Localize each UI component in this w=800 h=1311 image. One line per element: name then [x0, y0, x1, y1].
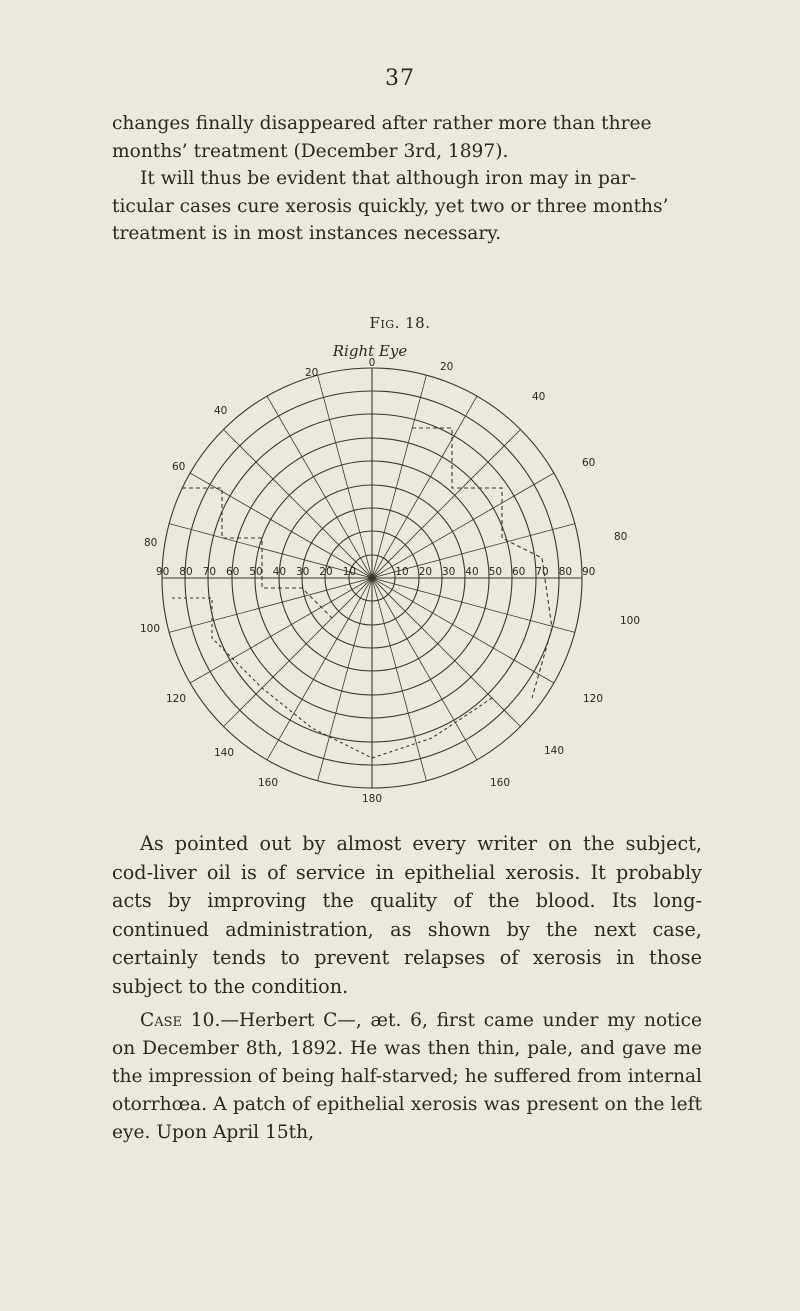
meridian-label-right-upper-1: 20 [440, 361, 454, 373]
paragraph-1-line-3: It will thus be evident that although iron may in par- [140, 168, 637, 189]
paragraph-1-line-2: months’ treatment (December 3rd, 1897). [112, 140, 509, 162]
horizontal-scale-label: 60 [512, 566, 526, 578]
paragraph-1 [112, 110, 702, 248]
horizontal-scale-label: 50 [488, 566, 503, 578]
meridian-label-right-upper-4: 80 [614, 531, 628, 543]
meridian-label-right-upper-2: 40 [532, 391, 546, 403]
meridian-label-left-lower-4: 160 [258, 777, 279, 789]
horizontal-scale-label: 30 [442, 566, 456, 578]
paragraph-3: Case 10.—Herbert C—, æt. 6, first came under my notice on December 8th, 1892. He was then thin, pale, and gave me the impression of being half-starved; he suffered from internal otorrhœa. A patch of epithelial xerosis was present on the left eye. Upon April 15th, [112, 1010, 702, 1143]
figure-caption: Right Eye [332, 342, 408, 360]
meridian-label-left-lower-2: 120 [166, 693, 187, 705]
meridian-label-bottom: 180 [361, 793, 383, 805]
meridian-label-left-lower-1: 100 [140, 623, 161, 635]
paragraph-1-line-5: treatment is in most instances necessary. [112, 223, 502, 244]
horizontal-scale-label: 20 [319, 566, 333, 578]
horizontal-scale-label: 30 [296, 566, 310, 578]
horizontal-scale-label: 90 [156, 566, 170, 578]
case-heading: Case [140, 1010, 183, 1031]
horizontal-scale-label: 90 [582, 566, 596, 578]
horizontal-scale-label: 10 [342, 566, 357, 578]
meridian-label-left-upper-4: 80 [144, 537, 158, 549]
horizontal-scale-label: 10 [395, 566, 409, 578]
horizontal-scale-label: 80 [558, 566, 573, 578]
meridian-label-right-lower-2: 120 [583, 693, 604, 705]
meridian-label-right-lower-1: 100 [620, 615, 641, 627]
horizontal-scale-label: 20 [418, 566, 433, 578]
horizontal-scale-label: 40 [272, 566, 287, 578]
meridian-label-right-upper-3: 60 [582, 457, 596, 469]
page-number: 37 [385, 66, 415, 91]
meridian-label-left-lower-3: 140 [214, 747, 235, 759]
paragraph-2: As pointed out by almost every writer on the subject, cod-liver oil is of service in epithelial xerosis. It probably acts by improving the quality of the blood. Its long-continued administration, as shown by the next case, certainly tends to prevent relapses of xerosis in those subject to the condition. [112, 832, 702, 998]
horizontal-scale-label: 70 [535, 566, 549, 578]
horizontal-scale-label: 50 [249, 566, 263, 578]
meridian-label-left-upper-2: 40 [214, 405, 228, 417]
meridian-label-top: 0 [368, 357, 376, 369]
paragraph-1-line-1: changes finally disappeared after rather more than three [112, 113, 652, 134]
meridian-label-right-lower-4: 160 [490, 777, 511, 789]
figure-label: Fig. 18. [369, 314, 431, 332]
meridian-label-left-upper-3: 60 [172, 461, 186, 473]
perimeter-chart [140, 330, 660, 820]
horizontal-scale-label: 80 [179, 566, 193, 578]
meridian-label-right-lower-3: 140 [544, 745, 565, 757]
meridian-label-left-upper-1: 20 [305, 367, 319, 379]
horizontal-scale-label: 60 [226, 566, 240, 578]
paragraph-1-line-4: ticular cases cure xerosis quickly, yet two or three months’ [112, 195, 669, 217]
horizontal-scale-label: 40 [465, 566, 479, 578]
horizontal-scale-label: 70 [202, 566, 217, 578]
